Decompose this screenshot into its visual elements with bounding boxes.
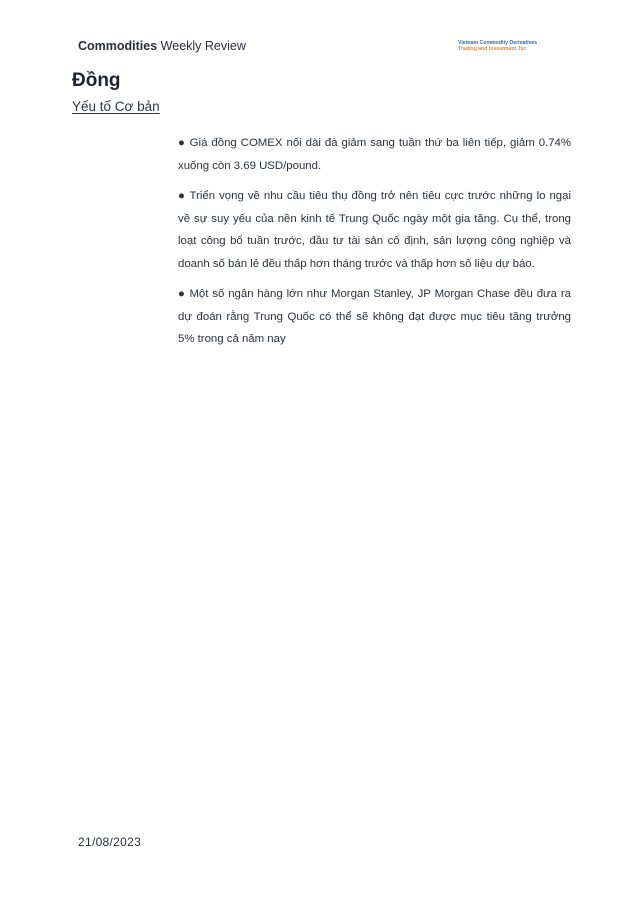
company-logo — [458, 40, 537, 52]
footer-date: 21/08/2023 — [78, 835, 142, 849]
logo-line-2: Trading and Investment Jsc — [458, 46, 527, 53]
logo-line-1: Vietnam Commodity Derivatives — [458, 40, 538, 46]
content-body — [178, 132, 571, 359]
paragraph: ● Giá đồng COMEX nối dài đà giảm sang tuần thứ ba liên tiếp, giảm 0.74% xuống còn 3.69 USD/pound. — [178, 137, 571, 172]
paragraph: ● Một số ngân hàng lớn như Morgan Stanley, JP Morgan Chase đều đưa ra dự đoán rằng Trung Quốc có thể sẽ không đạt được mục tiêu tăng trưởng 5% trong cả năm nay — [178, 288, 571, 345]
section-title: Đồng — [72, 70, 121, 91]
report-title-rest: Weekly Review — [160, 39, 246, 53]
section-subtitle: Yếu tố Cơ bản — [72, 99, 160, 114]
report-title — [78, 39, 246, 53]
paragraph: ● Triển vọng về nhu cầu tiêu thụ đồng trở nên tiêu cực trước những lo ngại về sự suy yếu của nền kinh tế Trung Quốc ngày một gia tăng. Cụ thể, trong loạt công bố tuần trước, đầu tư tài sản cố định, sản lượng công nghiệp và doanh số bán lẻ đều thấp hơn tháng trước và thấp hơn số liệu dự báo. — [178, 190, 571, 270]
report-brand: Commodities — [78, 39, 158, 53]
